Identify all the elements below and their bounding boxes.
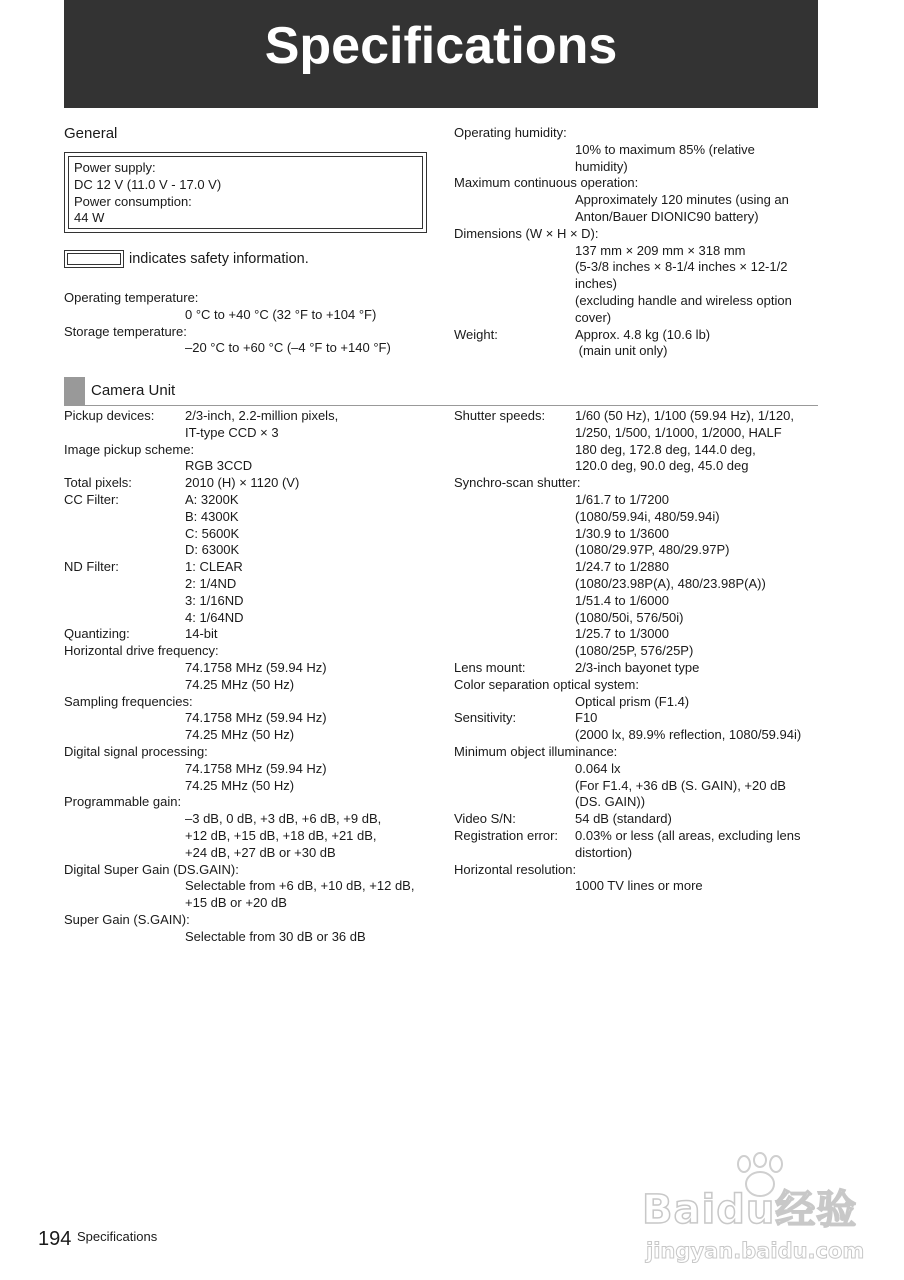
spec-value: 14-bit (185, 626, 218, 642)
section-marker (64, 377, 85, 405)
spec-value: +15 dB or +20 dB (185, 895, 287, 911)
spec-label: Weight: (454, 326, 498, 342)
spec-horizontal-drive-frequency (64, 643, 444, 693)
spec-value: Selectable from 30 dB or 36 dB (185, 928, 366, 944)
spec-digital-super-gain (64, 862, 444, 912)
spec-value: F10 (575, 710, 598, 726)
spec-value: (1080/25P, 576/25P) (575, 643, 694, 659)
baidu-watermark (640, 1150, 865, 1270)
spec-sampling-frequencies (64, 694, 444, 744)
camera-unit-title: Camera Unit (91, 382, 176, 399)
spec-value: 1/60 (50 Hz), 1/100 (59.94 Hz), 1/120, (575, 408, 794, 423)
general-left-specs (64, 290, 444, 357)
spec-value: 1/25.7 to 1/3000 (575, 626, 669, 642)
spec-lens-mount (454, 660, 818, 677)
spec-value: 74.1758 MHz (59.94 Hz) (185, 760, 327, 776)
spec-value: Optical prism (F1.4) (575, 693, 690, 709)
spec-label: Operating humidity: (454, 125, 567, 140)
spec-value: 4: 1/64ND (185, 609, 244, 625)
spec-value: 1/51.4 to 1/6000 (575, 592, 669, 608)
page-title: Specifications (264, 17, 618, 75)
spec-value: RGB 3CCD (185, 458, 253, 474)
watermark-brand: Baidu经验 (642, 1187, 858, 1233)
spec-video-sn (454, 811, 818, 828)
spec-value: 180 deg, 172.8 deg, 144.0 deg, (575, 441, 756, 457)
spec-quantizing (64, 626, 444, 643)
spec-value: 2: 1/4ND (185, 575, 237, 591)
spec-value: 1: CLEAR (185, 559, 243, 575)
spec-value: 74.25 MHz (50 Hz) (185, 676, 295, 692)
spec-label: Total pixels: (64, 475, 132, 491)
spec-label: Video S/N: (454, 811, 516, 827)
spec-storage-temperature (64, 324, 444, 358)
spec-value: 1/61.7 to 1/7200 (575, 491, 669, 507)
spec-nd-filter (64, 559, 444, 626)
spec-programmable-gain (64, 794, 444, 861)
title-bar (64, 0, 818, 108)
spec-value: Approx. 4.8 kg (10.6 lb) (575, 326, 711, 342)
spec-value: 54 dB (standard) (575, 811, 672, 827)
spec-value: inches) (575, 276, 617, 292)
spec-value: 1000 TV lines or more (575, 878, 703, 894)
power-supply-box (64, 152, 427, 233)
spec-value: 10% to maximum 85% (relative (575, 141, 755, 157)
spec-value: (2000 lx, 89.9% reflection, 1080/59.94i) (575, 727, 802, 743)
spec-total-pixels (64, 475, 444, 492)
spec-sensitivity (454, 710, 818, 744)
spec-label: Storage temperature: (64, 323, 187, 339)
power-supply-value: DC 12 V (11.0 V - 17.0 V) (74, 176, 222, 192)
spec-value: (1080/59.94i, 480/59.94i) (575, 508, 720, 524)
spec-pickup-devices (64, 408, 444, 442)
spec-label: Dimensions (W × H × D): (454, 225, 599, 241)
spec-value: +24 dB, +27 dB or +30 dB (185, 844, 336, 860)
spec-label: Operating temperature: (64, 290, 199, 305)
spec-digital-signal-processing (64, 744, 444, 794)
spec-value: (main unit only) (575, 343, 668, 359)
spec-horizontal-resolution (454, 862, 818, 896)
power-consumption-value: 44 W (74, 210, 105, 226)
general-right-specs (454, 125, 818, 360)
spec-minimum-illuminance (454, 744, 818, 811)
spec-label: Super Gain (S.GAIN): (64, 911, 190, 927)
spec-value: IT-type CCD × 3 (185, 424, 279, 440)
spec-value: 2/3-inch bayonet type (575, 659, 700, 675)
spec-value: humidity) (575, 158, 628, 174)
spec-max-continuous-operation (454, 175, 818, 225)
spec-synchro-scan-shutter (454, 475, 818, 660)
spec-color-separation (454, 677, 818, 711)
spec-value: (excluding handle and wireless option (575, 292, 792, 308)
spec-value: (1080/50i, 576/50i) (575, 609, 684, 625)
spec-value: 3: 1/16ND (185, 592, 244, 608)
spec-label: Color separation optical system: (454, 676, 639, 692)
camera-left-specs (64, 408, 444, 946)
spec-value: cover) (575, 309, 612, 325)
spec-label: Pickup devices: (64, 408, 155, 423)
spec-value: 137 mm × 209 mm × 318 mm (575, 242, 746, 258)
spec-value: D: 6300K (185, 542, 240, 558)
spec-weight (454, 327, 818, 361)
safety-indicator-box (64, 250, 124, 268)
general-heading: General (64, 125, 118, 142)
spec-value: 74.25 MHz (50 Hz) (185, 727, 295, 743)
page-number: 194 (38, 1228, 72, 1250)
spec-label: CC Filter: (64, 491, 119, 507)
spec-label: Programmable gain: (64, 794, 182, 810)
spec-label: ND Filter: (64, 559, 119, 575)
footer-section-label: Specifications (77, 1229, 158, 1244)
spec-value: distortion) (575, 844, 633, 860)
spec-label: Maximum continuous operation: (454, 175, 639, 191)
spec-label: Digital Super Gain (DS.GAIN): (64, 861, 239, 877)
spec-label: Sampling frequencies: (64, 693, 193, 709)
power-supply-label: Power supply: (74, 160, 156, 175)
spec-value: (5-3/8 inches × 8-1/4 inches × 12-1/2 (575, 259, 788, 275)
section-divider (64, 405, 818, 406)
spec-value: 74.1758 MHz (59.94 Hz) (185, 710, 327, 726)
spec-label: Registration error: (454, 827, 559, 843)
spec-label: Image pickup scheme: (64, 441, 195, 457)
spec-value: –3 dB, 0 dB, +3 dB, +6 dB, +9 dB, (185, 811, 382, 827)
spec-value: 2010 (H) × 1120 (V) (185, 475, 300, 491)
safety-note-text: indicates safety information. (129, 251, 309, 267)
spec-value: (1080/23.98P(A), 480/23.98P(A)) (575, 575, 766, 591)
spec-value: 1/250, 1/500, 1/1000, 1/2000, HALF (575, 424, 782, 440)
spec-operating-temperature (64, 290, 444, 324)
spec-label: Minimum object illuminance: (454, 743, 618, 759)
watermark-url: jingyan.baidu.com (646, 1239, 865, 1263)
spec-label: Lens mount: (454, 659, 526, 675)
spec-value: C: 5600K (185, 525, 240, 541)
spec-registration-error (454, 828, 818, 862)
spec-label: Shutter speeds: (454, 408, 546, 423)
spec-label: Horizontal drive frequency: (64, 643, 219, 659)
spec-value: A: 3200K (185, 491, 239, 507)
spec-value: 1/24.7 to 1/2880 (575, 559, 669, 575)
spec-dimensions (454, 226, 818, 327)
spec-value: 74.1758 MHz (59.94 Hz) (185, 659, 327, 675)
spec-label: Synchro-scan shutter: (454, 475, 581, 491)
spec-operating-humidity (454, 125, 818, 175)
spec-value: +12 dB, +15 dB, +18 dB, +21 dB, (185, 827, 377, 843)
spec-value: 2/3-inch, 2.2-million pixels, (185, 408, 339, 423)
spec-value: 120.0 deg, 90.0 deg, 45.0 deg (575, 458, 749, 474)
spec-label: Sensitivity: (454, 710, 517, 726)
spec-value: –20 °C to +60 °C (–4 °F to +140 °F) (185, 340, 391, 356)
spec-value: B: 4300K (185, 508, 239, 524)
spec-super-gain (64, 912, 444, 946)
power-consumption-label: Power consumption: (74, 193, 192, 209)
spec-shutter-speeds (454, 408, 818, 475)
spec-value: (DS. GAIN)) (575, 794, 646, 810)
spec-value: 74.25 MHz (50 Hz) (185, 777, 295, 793)
spec-value: (1080/29.97P, 480/29.97P) (575, 542, 730, 558)
spec-label: Horizontal resolution: (454, 861, 577, 877)
spec-value: Approximately 120 minutes (using an (575, 192, 789, 208)
spec-value: 0 °C to +40 °C (32 °F to +104 °F) (185, 306, 377, 322)
spec-label: Digital signal processing: (64, 743, 208, 759)
spec-value: Selectable from +6 dB, +10 dB, +12 dB, (185, 878, 415, 894)
spec-image-pickup-scheme (64, 442, 444, 476)
spec-value: Anton/Bauer DIONIC90 battery) (575, 208, 759, 224)
camera-unit-heading (64, 377, 818, 405)
spec-value: 0.03% or less (all areas, excluding lens (575, 827, 801, 843)
spec-value: (For F1.4, +36 dB (S. GAIN), +20 dB (575, 777, 786, 793)
spec-label: Quantizing: (64, 626, 130, 642)
spec-cc-filter (64, 492, 444, 559)
spec-value: 0.064 lx (575, 760, 621, 776)
camera-right-specs (454, 408, 818, 895)
spec-value: 1/30.9 to 1/3600 (575, 525, 669, 541)
